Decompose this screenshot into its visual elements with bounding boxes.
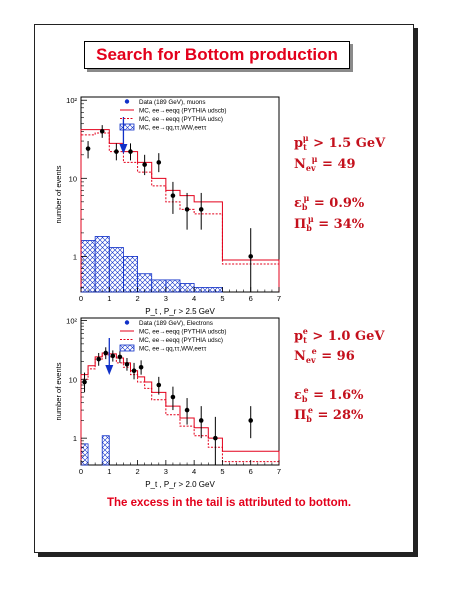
data-point: [185, 207, 190, 212]
x-tick-label: 6: [248, 294, 253, 303]
x-tick-label: 5: [220, 294, 225, 303]
data-point: [171, 395, 176, 400]
data-point: [118, 355, 123, 360]
background-bin: [102, 436, 109, 465]
legend-marker-hatched: [120, 124, 134, 130]
legend-entry: MC, ee→qq,ττ,WW,eeττ: [139, 124, 207, 132]
data-point: [132, 368, 137, 373]
x-tick-label: 5: [220, 467, 225, 476]
muon-pt-cut: $p_t^\mu > 1.5$ GeV: [294, 133, 386, 152]
data-point: [185, 408, 190, 413]
data-point: [199, 207, 204, 212]
legend-entry: Data (189 GeV), muons: [139, 99, 206, 106]
data-point: [156, 383, 161, 388]
slide-title: Search for Bottom production: [96, 45, 338, 64]
x-tick-label: 6: [248, 467, 253, 476]
y-axis-label: number of events: [54, 362, 63, 421]
data-point: [142, 162, 147, 167]
background-bin: [95, 236, 109, 292]
panel-muons: [54, 96, 281, 316]
footer-conclusion: The excess in the tail is attributed to bottom.: [106, 497, 352, 509]
data-point: [128, 149, 133, 154]
data-point: [171, 193, 176, 198]
legend-entry: MC, ee→eeqq (PYTHIA udscb): [139, 328, 227, 336]
legend-entry: MC, ee→eeqq (PYTHIA udsc): [139, 116, 223, 123]
y-tick-label: 10²: [66, 96, 77, 106]
legend-marker-dot: [125, 320, 129, 324]
data-point: [125, 362, 130, 367]
x-tick-label: 3: [163, 467, 168, 476]
data-point: [199, 418, 204, 423]
data-point: [96, 357, 101, 362]
legend-entry: MC, ee→eeqq (PYTHIA udscb): [139, 107, 227, 115]
x-tick-label: 1: [107, 294, 112, 303]
y-tick-label: 10²: [66, 316, 77, 326]
legend-entry: Data (189 GeV), Electrons: [139, 320, 213, 327]
background-bin: [138, 274, 152, 292]
panel-electrons: [54, 316, 281, 489]
x-tick-label: 7: [276, 467, 282, 476]
muon-efficiency: $\varepsilon_b^\mu = 0.9\%$: [294, 193, 365, 212]
data-point: [114, 149, 119, 154]
data-point: [103, 351, 108, 356]
electron-efficiency: $\varepsilon_b^e = 1.6\%$: [294, 385, 364, 404]
y-tick-label: 10: [68, 174, 77, 184]
data-point: [213, 436, 218, 441]
x-tick-label: 7: [276, 294, 282, 303]
x-tick-label: 3: [163, 294, 168, 303]
legend-entry: MC, ee→eeqq (PYTHIA udsc): [139, 337, 223, 344]
background-bin: [81, 240, 95, 292]
x-tick-label: 0: [78, 294, 84, 303]
muon-purity: $\Pi_b^\mu = 34\%$: [294, 214, 365, 233]
x-tick-label: 0: [78, 467, 84, 476]
cut-arrow-head: [119, 144, 127, 154]
data-point: [86, 146, 91, 151]
y-tick-label: 1: [72, 252, 77, 262]
x-tick-label: 2: [135, 467, 140, 476]
electron-event-count: $N_{ev}^e = 96$: [294, 346, 355, 365]
legend-entry: MC, ee→qq,ττ,WW,eeττ: [139, 345, 207, 353]
y-tick-label: 1: [72, 434, 77, 444]
x-axis-label: P_t , P_r > 2.0 GeV: [145, 480, 215, 489]
y-axis-label: number of events: [54, 165, 63, 224]
data-point: [248, 418, 253, 423]
x-tick-label: 4: [192, 294, 197, 303]
data-point: [100, 129, 105, 134]
muon-event-count: $N_{ev}^\mu = 49$: [294, 154, 356, 173]
cut-arrow-head: [105, 365, 113, 375]
legend-marker-dot: [125, 99, 129, 103]
x-axis-label: P_t , P_r > 2.5 GeV: [145, 307, 215, 316]
x-tick-label: 4: [192, 467, 197, 476]
background-bin: [109, 248, 123, 292]
electron-purity: $\Pi_b^e = 28\%$: [294, 405, 364, 424]
legend-marker-hatched: [120, 345, 134, 351]
y-tick-label: 10: [68, 375, 77, 385]
data-point: [139, 365, 144, 370]
electron-pt-cut: $p_t^e > 1.0$ GeV: [294, 326, 385, 345]
x-tick-label: 2: [135, 294, 140, 303]
x-tick-label: 1: [107, 467, 112, 476]
data-point: [111, 354, 116, 359]
data-point: [248, 254, 253, 259]
background-bin: [123, 256, 137, 292]
data-point: [156, 160, 161, 165]
